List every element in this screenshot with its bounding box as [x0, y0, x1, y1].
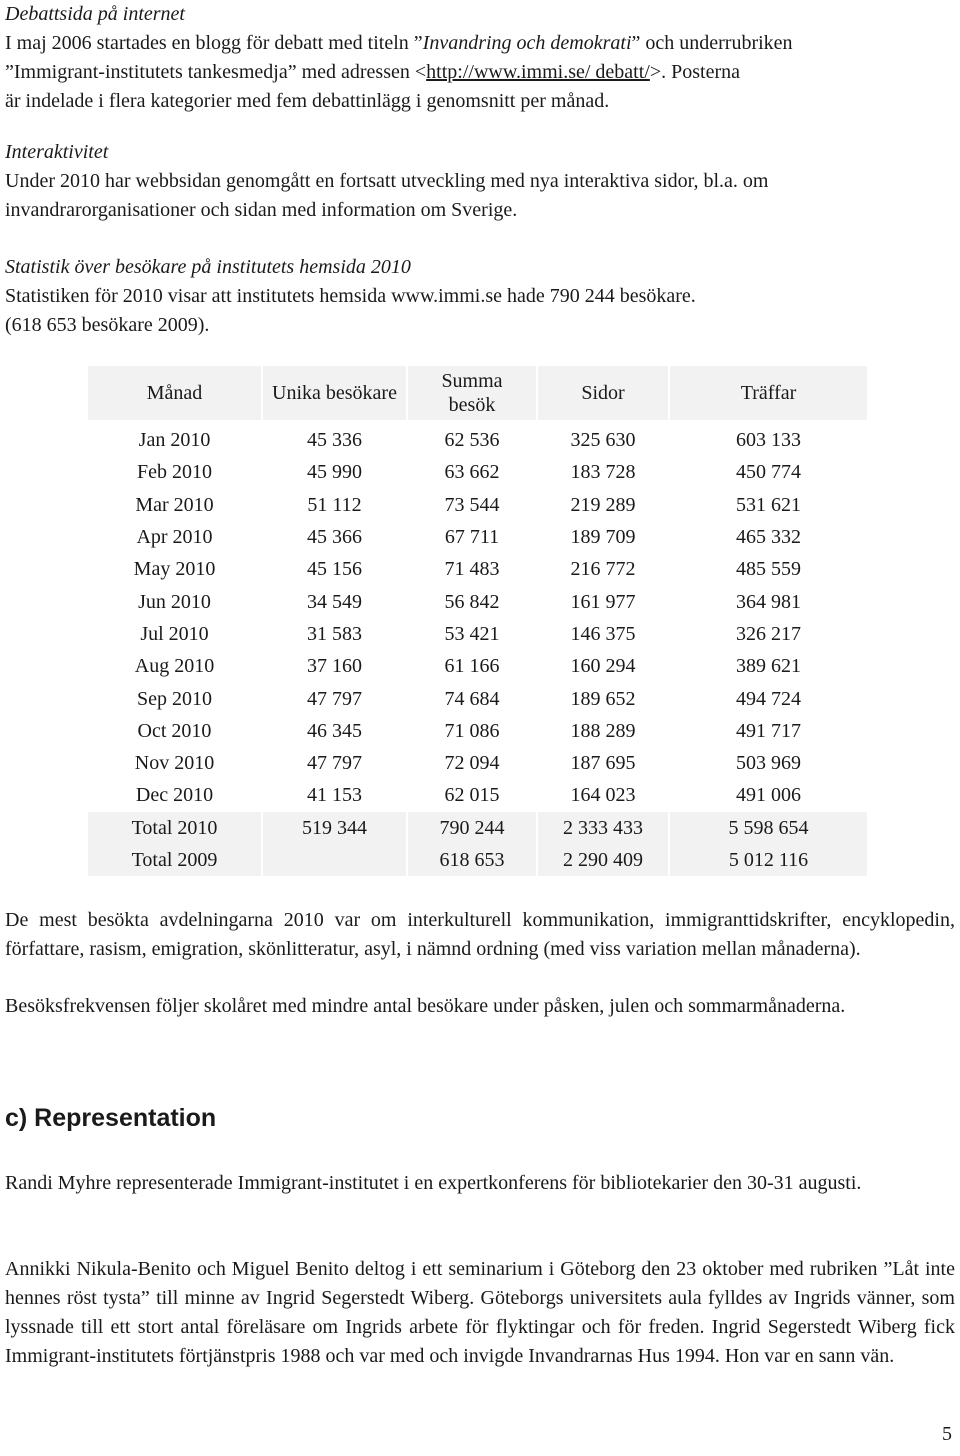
debatt-text: >. Posterna: [649, 61, 740, 83]
cell-sidor: 189 709: [570, 526, 636, 549]
table-row: [88, 747, 867, 779]
cell-manad: Jan 2010: [138, 429, 211, 452]
blog-title: Invandring och demokrati: [422, 32, 632, 54]
cell-traffar: 326 217: [736, 622, 801, 645]
cell-unika: [263, 844, 406, 876]
cell-summa: 72 094: [444, 752, 500, 775]
cell-manad: Sep 2010: [137, 687, 212, 710]
cell-summa: 71 483: [444, 558, 500, 581]
debatt-link[interactable]: http://www.immi.se/ debatt/: [426, 61, 650, 83]
header-sidor: Sidor: [538, 366, 668, 420]
debatt-line-2: [5, 58, 955, 87]
cell-summa: 61 166: [444, 655, 500, 678]
cell-sidor: 2 290 409: [538, 844, 668, 876]
cell-summa: 790 244: [408, 812, 536, 844]
cell-manad: Apr 2010: [136, 526, 213, 549]
visitor-stats-table: [86, 366, 869, 876]
cell-unika: 51 112: [307, 493, 362, 516]
representation-para-2: Annikki Nikula-Benito och Miguel Benito deltog i ett seminarium i Göteborg den 23 oktober med rubriken ”Låt inte hennes röst tysta” till minne av Ingrid Segerstedt Wiberg. Göteborgs universitets aula fylldes av Ingrids vänner, som lyssnade till ett stort antal föreläsare om Ingrids arbete för flyktingar och för freden. Ingrid Segerstedt Wiberg fick Immigrant-institutets förtjänstpris 1988 och var med och invigde Invandrarnas Hus 1994. Hon var en sann vän.: [5, 1258, 955, 1367]
cell-sidor: 2 333 433: [538, 812, 668, 844]
cell-unika: 47 797: [307, 687, 362, 710]
header-summa-besok-label: Summa besök: [441, 370, 503, 416]
debatt-section: [5, 0, 955, 116]
statistik-line-2: (618 653 besökare 2009).: [5, 314, 210, 336]
table-row: [88, 715, 867, 747]
table-row: [88, 682, 867, 714]
statistik-line-1: Statistiken för 2010 visar att institutets hemsida www.immi.se hade 790 244 besökare.: [5, 285, 696, 307]
cell-sidor: 183 728: [570, 461, 636, 484]
cell-summa: 71 086: [444, 719, 500, 742]
cell-unika: 37 160: [307, 655, 362, 678]
cell-manad: Mar 2010: [135, 493, 214, 516]
cell-sidor: 160 294: [570, 655, 636, 678]
cell-summa: 73 544: [444, 493, 500, 516]
cell-traffar: 494 724: [736, 687, 801, 710]
cell-summa: 62 015: [444, 784, 500, 807]
header-manad: Månad: [88, 366, 261, 420]
cell-traffar: 5 012 116: [670, 844, 867, 876]
cell-manad: May 2010: [133, 558, 216, 581]
debatt-heading: Debattsida på internet: [5, 3, 185, 25]
cell-sidor: 161 977: [570, 590, 636, 613]
cell-unika: 519 344: [263, 812, 406, 844]
interaktivitet-line-2: invandrarorganisationer och sidan med information om Sverige.: [5, 199, 518, 221]
interaktivitet-line-1: Under 2010 har webbsidan genomgått en fortsatt utveckling med nya interaktiva sidor, bl.a. om: [5, 170, 769, 192]
table-row: [88, 553, 867, 585]
cell-traffar: 531 621: [736, 493, 801, 516]
cell-unika: 41 153: [307, 784, 362, 807]
table-row: [88, 489, 867, 521]
cell-summa: 74 684: [444, 687, 500, 710]
cell-traffar: 364 981: [736, 590, 801, 613]
frekvens-paragraph: Besöksfrekvensen följer skolåret med mindre antal besökare under påsken, julen och sommarmånaderna.: [5, 995, 846, 1017]
page-number: 5: [942, 1423, 952, 1445]
cell-manad: Nov 2010: [134, 752, 215, 775]
cell-manad: Feb 2010: [137, 461, 212, 484]
table-total-row: [88, 812, 867, 844]
table-row: [88, 585, 867, 617]
cell-unika: 45 156: [307, 558, 362, 581]
cell-traffar: 603 133: [736, 429, 801, 452]
header-summa-besok: [408, 366, 536, 420]
header-unika-besokare: Unika besökare: [263, 366, 406, 420]
interaktivitet-heading: Interaktivitet: [5, 141, 109, 163]
header-traffar: Träffar: [670, 366, 867, 420]
cell-traffar: 503 969: [736, 752, 801, 775]
table-row: [88, 521, 867, 553]
cell-manad: Aug 2010: [134, 655, 215, 678]
cell-unika: 45 990: [307, 461, 362, 484]
table-row: [88, 456, 867, 488]
debatt-line-3: är indelade i flera kategorier med fem debattinlägg i genomsnitt per månad.: [5, 90, 610, 112]
cell-summa: 63 662: [444, 461, 500, 484]
cell-manad: Total 2010: [88, 812, 261, 844]
table-row: [88, 650, 867, 682]
cell-traffar: 485 559: [736, 558, 801, 581]
debatt-text: ” och underrubriken: [631, 32, 793, 54]
debatt-line-1: [5, 29, 955, 58]
cell-sidor: 188 289: [570, 719, 636, 742]
cell-summa: 56 842: [444, 590, 500, 613]
cell-unika: 31 583: [307, 622, 362, 645]
cell-sidor: 216 772: [570, 558, 636, 581]
statistik-heading: Statistik över besökare på institutets hemsida 2010: [5, 256, 411, 278]
cell-unika: 45 336: [307, 429, 362, 452]
interaktivitet-section: [5, 138, 955, 225]
cell-sidor: 187 695: [570, 752, 636, 775]
statistik-section: [5, 253, 955, 340]
cell-traffar: 491 717: [736, 719, 801, 742]
cell-manad: Total 2009: [88, 844, 261, 876]
cell-summa: 67 711: [444, 526, 500, 549]
cell-traffar: 491 006: [736, 784, 801, 807]
cell-summa: 62 536: [444, 429, 500, 452]
cell-sidor: 325 630: [570, 429, 636, 452]
cell-sidor: 164 023: [570, 784, 636, 807]
cell-manad: Oct 2010: [137, 719, 212, 742]
representation-para-1: Randi Myhre representerade Immigrant-institutet i en expertkonferens för bibliotekarier den 30-31 augusti.: [5, 1172, 862, 1194]
cell-summa: 53 421: [444, 622, 500, 645]
table-total-row: [88, 844, 867, 876]
cell-sidor: 189 652: [570, 687, 636, 710]
cell-summa: 618 653: [408, 844, 536, 876]
cell-traffar: 465 332: [736, 526, 801, 549]
table-header-row: [88, 366, 867, 420]
debatt-text: ”Immigrant-institutets tankesmedja” med adressen <: [5, 61, 427, 83]
cell-traffar: 5 598 654: [670, 812, 867, 844]
besokta-paragraph: De mest besökta avdelningarna 2010 var om interkulturell kommunikation, immigranttidskrifter, encyklopedin, författare, rasism, emigration, skönlitteratur, asyl, i nämnd ordning (med viss variation mellan månaderna).: [5, 909, 955, 960]
cell-unika: 46 345: [307, 719, 362, 742]
cell-manad: Jun 2010: [138, 590, 211, 613]
table-row: [88, 420, 867, 456]
debatt-text: I maj 2006 startades en blogg för debatt med titeln ”: [5, 32, 423, 54]
representation-heading: c) Representation: [5, 1104, 217, 1132]
cell-unika: 34 549: [307, 590, 362, 613]
cell-unika: 45 366: [307, 526, 362, 549]
table-row: [88, 618, 867, 650]
cell-unika: 47 797: [307, 752, 362, 775]
cell-sidor: 146 375: [570, 622, 636, 645]
cell-manad: Dec 2010: [135, 784, 214, 807]
cell-traffar: 450 774: [736, 461, 801, 484]
cell-traffar: 389 621: [736, 655, 801, 678]
cell-sidor: 219 289: [570, 493, 636, 516]
cell-manad: Jul 2010: [140, 622, 209, 645]
table-row: [88, 779, 867, 811]
